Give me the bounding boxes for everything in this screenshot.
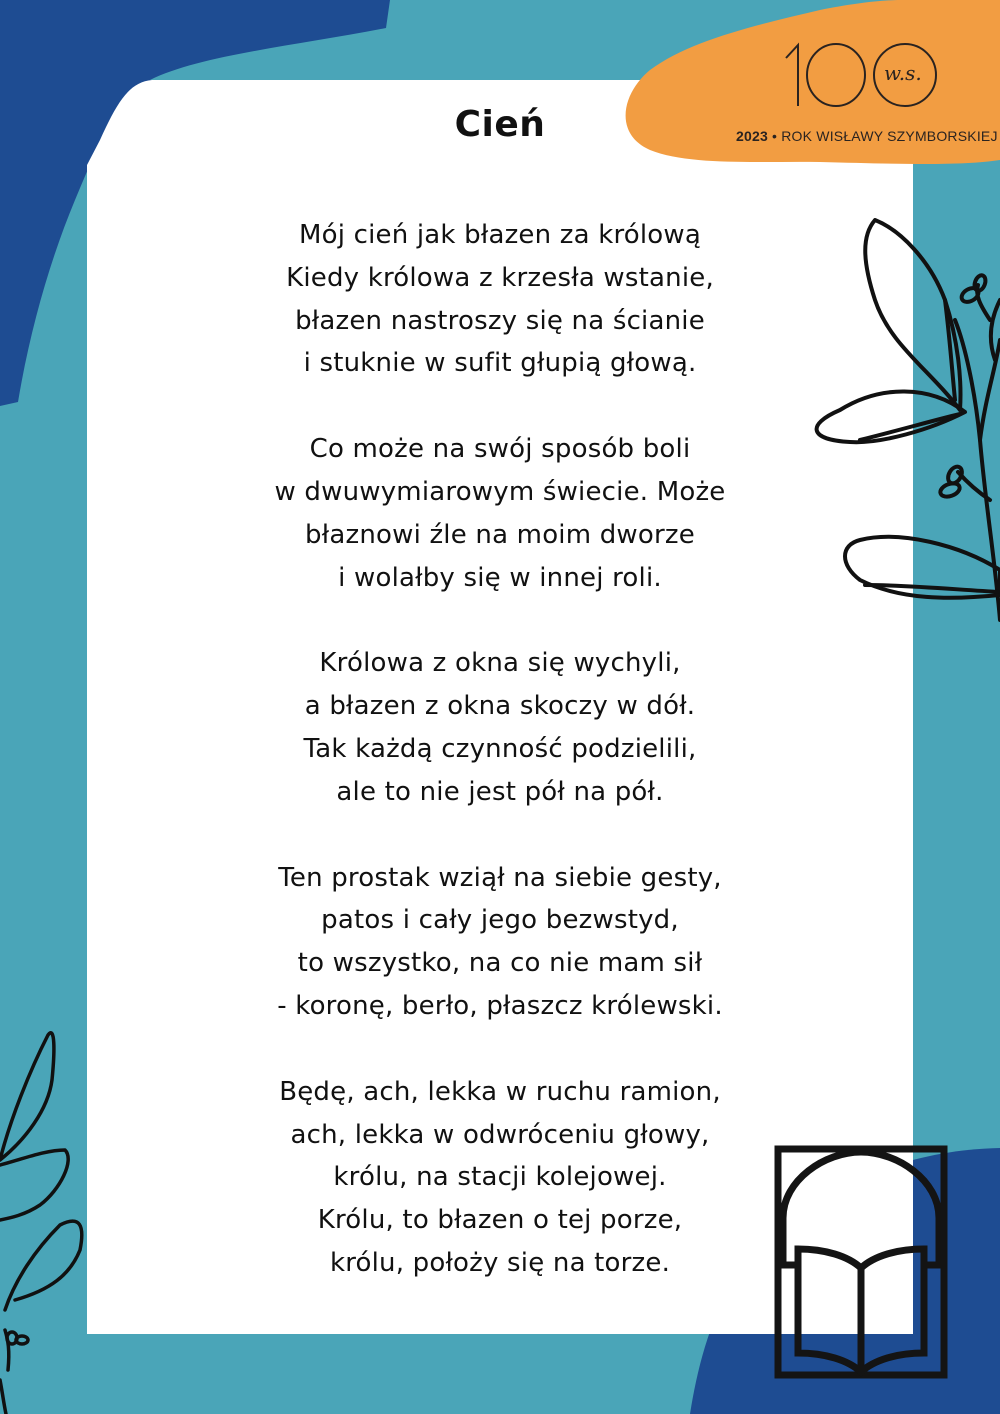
badge-year: 2023 bbox=[736, 128, 768, 144]
poem-line: Mój cień jak błazen za królową bbox=[298, 220, 702, 250]
poem-line: błazen nastroszy się na ścianie bbox=[295, 305, 705, 336]
poem-line: Tak każdą czynność podzielili, bbox=[303, 733, 697, 764]
logo-monogram: w.s. bbox=[884, 61, 922, 85]
poem-line: królu, na stacji kolejowej. bbox=[333, 1162, 667, 1193]
poem-line: a błazen z okna skoczy w dół. bbox=[304, 691, 696, 722]
poem-line: Królowa z okna się wychyli, bbox=[319, 648, 681, 679]
poem-line: królu, położy się na torze. bbox=[329, 1247, 671, 1278]
poem-line: Ten prostak wziął na siebie gesty, bbox=[278, 862, 722, 893]
poem-line: Będę, ach, lekka w ruchu ramion, bbox=[279, 1076, 721, 1107]
badge-separator: • bbox=[772, 128, 778, 144]
poem-line: w dwuwymiarowym świecie. Może bbox=[274, 476, 726, 507]
poem-line: to wszystko, na co nie mam sił bbox=[297, 948, 703, 979]
poem-line: Kiedy królowa z krzesła wstanie, bbox=[286, 262, 714, 293]
poem-line: i stuknie w sufit głupią głową. bbox=[303, 348, 697, 379]
poem-line: Co może na swój sposób boli bbox=[309, 434, 691, 465]
poem-line: i wolałby się w innej roli. bbox=[338, 562, 662, 593]
poem-line: patos i cały jego bezwstyd, bbox=[321, 905, 679, 936]
poem-line: ale to nie jest pół na pół. bbox=[336, 776, 664, 807]
badge-caption-text: ROK WISŁAWY SZYMBORSKIEJ bbox=[781, 128, 998, 144]
poem-title: Cień bbox=[454, 104, 546, 145]
poem-line: błaznowi źle na moim dworze bbox=[305, 519, 695, 550]
poem-line: - koronę, berło, płaszcz królewski. bbox=[277, 990, 723, 1021]
poem-line: Królu, to błazen o tej porze, bbox=[317, 1205, 683, 1236]
poem-line: ach, lekka w odwróceniu głowy, bbox=[290, 1119, 710, 1150]
